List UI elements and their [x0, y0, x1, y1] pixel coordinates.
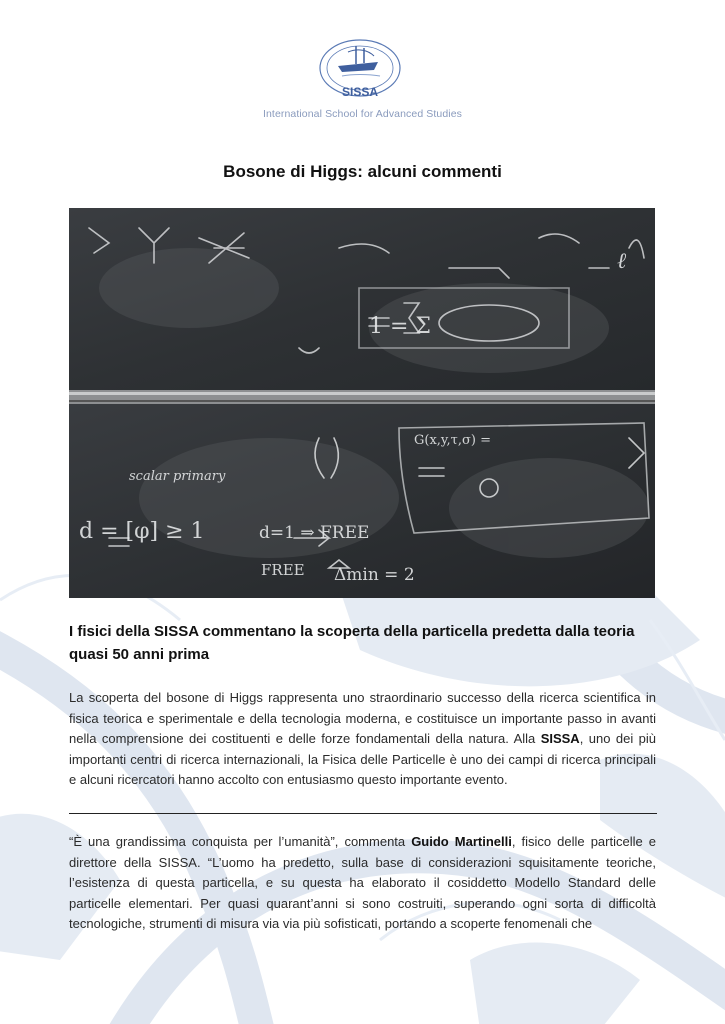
page-title: Bosone di Higgs: alcuni commenti — [223, 162, 502, 181]
chalkboard-photo — [69, 208, 655, 598]
section-divider — [69, 813, 657, 814]
board-formula-sum: 1 = Σ — [369, 314, 431, 339]
quote-text-start: “È una grandissima conquista per l’umanità”, commenta — [69, 834, 412, 849]
quote-text-end: , fisico delle particelle e direttore della SISSA. “L’uomo ha predetto, sulla base di considerazioni squisitamente teoriche, l’esistenza di questa particella, e su questa ha elaborato il cosiddetto Modello Standard delle particelle elementari. Per quasi quarant’anni si sono costruiti, superando ogni sorta di difficoltà tecnologiche, strumenti di misura via via più sofisticati, portando a scoperte fenomenali che — [69, 834, 656, 931]
intro-paragraph — [69, 688, 656, 791]
sissa-logo — [318, 38, 402, 104]
intro-sissa-bold: SISSA — [540, 731, 580, 746]
board-note-scalar-primary: scalar primary — [129, 469, 226, 484]
board-formula-delta-min: Δmin = 2 — [334, 565, 415, 585]
board-formula-free-implication: d=1 ⇒ FREE — [259, 523, 370, 543]
intro-text-start: La scoperta del bosone di Higgs rappresenta uno straordinario successo della ricerca scientifica in fisica teorica e sperimentale e della tecnologia moderna, e costituisce un importante passo in avanti nella comprensione dei costituenti e delle forze fondamentali della natura. Alla — [69, 690, 656, 746]
logo-wordmark: SISSA — [341, 85, 379, 99]
board-formula-dimension: d = [φ] ≥ 1 — [79, 519, 205, 544]
board-formula-ell: ℓ — [617, 249, 627, 274]
article-subtitle: I fisici della SISSA commentano la scoperta della particella predetta dalla teoria quasi 50 anni prima — [69, 623, 635, 663]
board-formula-correlator: G(x,y,τ,σ) = — [414, 433, 491, 448]
institution-name: International School for Advanced Studies — [262, 108, 463, 120]
quote-author-bold: Guido Martinelli — [411, 834, 512, 849]
quote-paragraph — [69, 832, 656, 935]
board-formula-free: FREE — [261, 561, 305, 579]
intro-text-end: , uno dei più importanti centri di ricerca internazionali, la Fisica delle Particelle è uno dei campi di ricerca principali e alcuni ricercatori hanno accolto con entusiasmo questo importante evento. — [69, 731, 656, 787]
